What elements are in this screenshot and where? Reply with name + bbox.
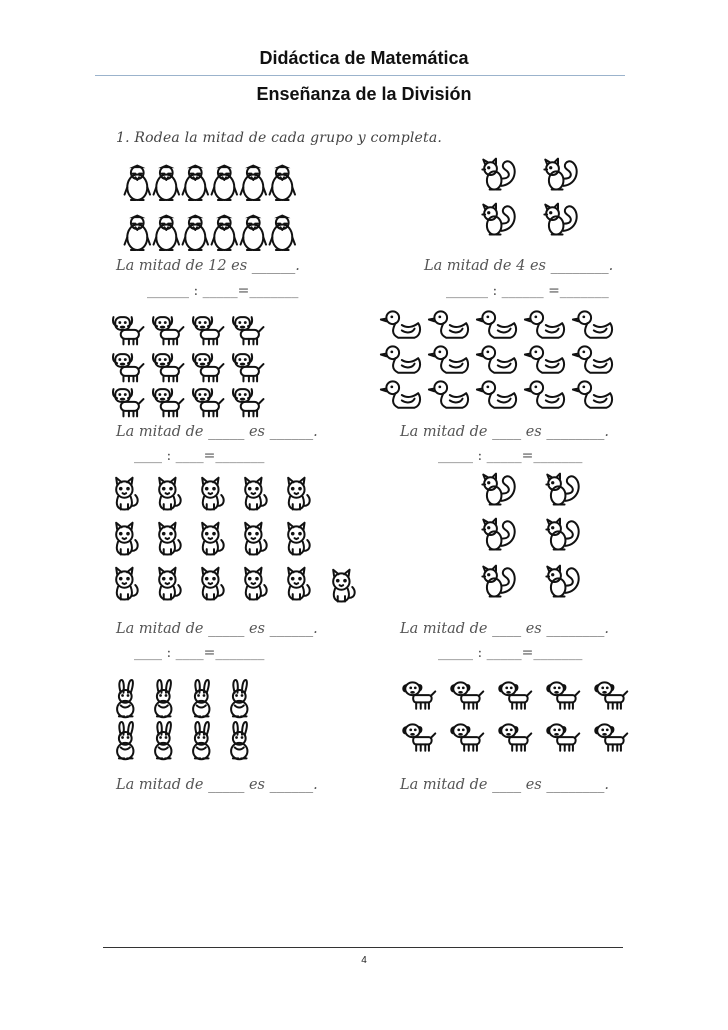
cat-icon <box>237 520 277 560</box>
duck-icon <box>428 375 468 415</box>
dog-icon <box>228 308 268 348</box>
dog-icon <box>108 380 148 420</box>
puppy-icon <box>398 718 438 758</box>
group-7-sentence: La mitad de _____ es ______. <box>116 777 318 793</box>
cat-icon <box>108 565 148 605</box>
rabbit-icon <box>184 722 224 762</box>
dog-icon <box>108 308 148 348</box>
duck-icon <box>524 375 564 415</box>
dog-icon <box>188 345 228 385</box>
duck-icon <box>572 305 612 345</box>
dog-icon <box>108 345 148 385</box>
footer-divider <box>103 947 623 948</box>
group-1-sentence: La mitad de 12 es ______. <box>116 258 300 274</box>
group-6-sentence: La mitad de ____ es ________. <box>400 621 609 637</box>
duck-icon <box>476 340 516 380</box>
squirrel-icon <box>540 515 580 555</box>
group-5-sentence: La mitad de _____ es ______. <box>116 621 318 637</box>
group-1-equation: ______ : _____=_______ <box>147 283 299 299</box>
dog-icon <box>228 380 268 420</box>
cat-icon <box>237 565 277 605</box>
cat-icon <box>194 565 234 605</box>
cat-icon <box>194 520 234 560</box>
duck-icon <box>524 305 564 345</box>
rabbit-icon <box>222 680 262 720</box>
puppy-icon <box>542 718 582 758</box>
squirrel-icon <box>540 562 580 602</box>
puppy-icon <box>542 676 582 716</box>
group-3-sentence: La mitad de _____ es ______. <box>116 424 318 440</box>
puppy-icon <box>398 676 438 716</box>
cat-icon <box>280 565 320 605</box>
cat-icon <box>108 475 148 515</box>
squirrel-icon <box>476 470 516 510</box>
group-2-sentence: La mitad de 4 es ________. <box>424 258 614 274</box>
duck-icon <box>428 340 468 380</box>
cat-icon <box>151 475 191 515</box>
squirrel-icon <box>540 470 580 510</box>
group-2-equation: ______ : ______ =_______ <box>446 283 609 299</box>
dog-icon <box>148 345 188 385</box>
dog-icon <box>148 308 188 348</box>
squirrel-icon <box>476 562 516 602</box>
group-5-equation: ____ : ____=_______ <box>134 645 265 661</box>
group-8-sentence: La mitad de ____ es ________. <box>400 777 609 793</box>
cat-icon <box>325 567 365 607</box>
header-divider <box>95 75 625 76</box>
rabbit-icon <box>184 680 224 720</box>
squirrel-icon <box>476 515 516 555</box>
duck-icon <box>572 340 612 380</box>
dog-icon <box>188 308 228 348</box>
document-title: Didáctica de Matemática <box>259 48 469 68</box>
duck-icon <box>428 305 468 345</box>
duck-icon <box>524 340 564 380</box>
rabbit-icon <box>146 722 186 762</box>
cat-icon <box>237 475 277 515</box>
group-6-equation: _____ : _____=_______ <box>438 645 583 661</box>
group-4-sentence: La mitad de ____ es ________. <box>400 424 609 440</box>
rabbit-icon <box>108 722 148 762</box>
puppy-icon <box>446 676 486 716</box>
puppy-icon <box>494 676 534 716</box>
cat-icon <box>280 520 320 560</box>
group-4-equation: _____ : _____=_______ <box>438 448 583 464</box>
instruction-text: 1. Rodea la mitad de cada grupo y completa. <box>116 130 443 146</box>
cat-icon <box>108 520 148 560</box>
dog-icon <box>148 380 188 420</box>
duck-icon <box>476 375 516 415</box>
squirrel-icon <box>476 155 516 195</box>
duck-icon <box>380 375 420 415</box>
puppy-icon <box>590 676 630 716</box>
cat-icon <box>151 520 191 560</box>
rabbit-icon <box>108 680 148 720</box>
cat-icon <box>151 565 191 605</box>
squirrel-icon <box>538 155 578 195</box>
document-subtitle: Enseñanza de la División <box>256 84 472 104</box>
puppy-icon <box>446 718 486 758</box>
duck-icon <box>572 375 612 415</box>
puppy-icon <box>590 718 630 758</box>
squirrel-icon <box>538 200 578 240</box>
cat-icon <box>280 475 320 515</box>
duck-icon <box>380 305 420 345</box>
penguin-icon <box>265 160 305 200</box>
squirrel-icon <box>476 200 516 240</box>
cat-icon <box>194 475 234 515</box>
penguin-icon <box>265 210 305 250</box>
rabbit-icon <box>146 680 186 720</box>
dog-icon <box>228 345 268 385</box>
rabbit-icon <box>222 722 262 762</box>
dog-icon <box>188 380 228 420</box>
page-number: 4 <box>361 955 367 966</box>
duck-icon <box>380 340 420 380</box>
duck-icon <box>476 305 516 345</box>
group-3-equation: ____ : ____=_______ <box>134 448 265 464</box>
puppy-icon <box>494 718 534 758</box>
